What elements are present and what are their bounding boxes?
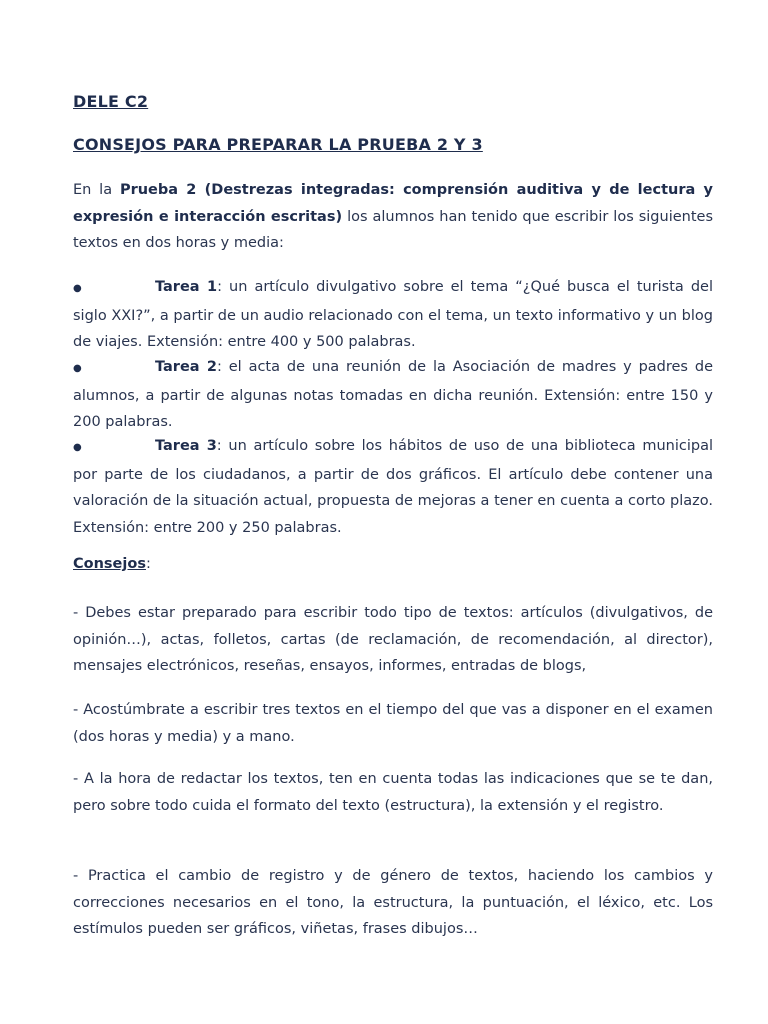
intro-pre: En la	[73, 182, 120, 198]
task-label: Tarea 3	[155, 438, 217, 454]
document-title: DELE C2	[73, 92, 149, 111]
tip-paragraph: - Acostúmbrate a escribir tres textos en el tiempo del que vas a disponer en el examen (dos horas y media) y a mano.	[73, 702, 713, 745]
task-text: : un artículo divulgativo sobre el tema “¿Qué busca el turista del siglo XXI?”, a partir de un audio relacionado con el tema, un texto informativo y un blog de viajes. Extensión: entre 400 y 500 palabras.	[73, 279, 713, 350]
intro-post: los alumnos han tenido que escribir los siguientes textos en dos horas y media:	[73, 208, 713, 251]
task-item	[73, 274, 713, 356]
document-subtitle: CONSEJOS PARA PREPARAR LA PRUEBA 2 Y 3	[73, 135, 483, 154]
task-item	[73, 433, 713, 541]
intro-bold: Prueba 2 (Destrezas integradas: comprensión auditiva y de lectura y expresión e interacción escritas)	[73, 182, 713, 225]
task-label: Tarea 2	[155, 359, 217, 375]
tip-paragraph: - A la hora de redactar los textos, ten en cuenta todas las indicaciones que se te dan, pero sobre todo cuida el formato del texto (estructura), la extensión y el registro.	[73, 771, 713, 814]
consejos-heading	[73, 556, 151, 572]
tip-paragraph: - Debes estar preparado para escribir todo tipo de textos: artículos (divulgativos, de opinión…), actas, folletos, cartas (de reclamación, de recomendación, al director), mensajes electrónicos, reseñas, ensayos, informes, entradas de blogs,	[73, 605, 713, 674]
intro-paragraph	[73, 177, 713, 257]
task-label: Tarea 1	[155, 279, 218, 295]
consejos-colon: :	[145, 556, 151, 572]
bullet-icon: ●	[73, 363, 82, 374]
bullet-icon: ●	[73, 283, 82, 294]
bullet-icon: ●	[73, 442, 82, 453]
consejos-label: Consejos	[73, 556, 146, 572]
task-item	[73, 354, 713, 436]
task-text: : el acta de una reunión de la Asociación de madres y padres de alumnos, a partir de algunas notas tomadas en dicha reunión. Extensión: entre 150 y 200 palabras.	[73, 359, 713, 430]
tip-paragraph: - Practica el cambio de registro y de género de textos, haciendo los cambios y correcciones necesarios en el tono, la estructura, la puntuación, el léxico, etc. Los estímulos pueden ser gráficos, viñetas, frases dibujos…	[73, 868, 713, 937]
task-text: : un artículo sobre los hábitos de uso de una biblioteca municipal por parte de los ciudadanos, a partir de dos gráficos. El artículo debe contener una valoración de la situación actual, propuesta de mejoras a tener en cuenta a corto plazo. Extensión: entre 200 y 250 palabras.	[73, 438, 713, 536]
